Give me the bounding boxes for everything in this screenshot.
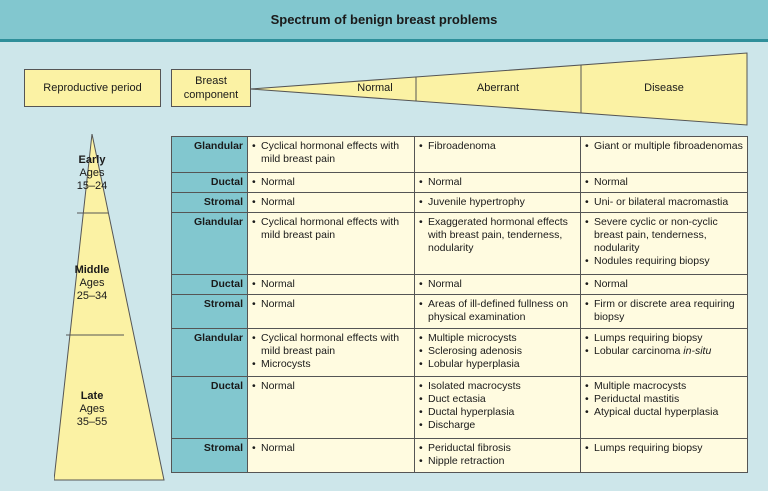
normal-cell <box>248 329 415 377</box>
aberrant-list <box>419 278 576 291</box>
stage-ages-label: Ages <box>79 167 105 179</box>
aberrant-cell <box>415 213 581 275</box>
list-item: • Cyclical hormonal effects with mild breast pain <box>252 216 410 242</box>
stage-name: Late <box>80 390 104 402</box>
aberrant-cell <box>415 329 581 377</box>
list-item: • Severe cyclic or non-cyclic breast pain, tenderness, nodularity <box>585 216 743 255</box>
list-item: • Atypical ductal hyperplasia <box>585 406 743 419</box>
disease-list <box>585 442 743 455</box>
aberrant-cell <box>415 377 581 439</box>
table-row <box>172 295 748 329</box>
list-item: • Normal <box>419 176 576 189</box>
stage-ages: 35–55 <box>76 416 108 428</box>
breast-component-cell: Ductal <box>172 173 248 193</box>
disease-cell <box>581 193 748 213</box>
list-item: • Firm or discrete area requiring biopsy <box>585 298 743 324</box>
list-item: • Cyclical hormonal effects with mild breast pain <box>252 332 410 358</box>
aberrant-cell <box>415 295 581 329</box>
aberrant-list <box>419 298 576 324</box>
list-item: • Isolated macrocysts <box>419 380 576 393</box>
breast-component-cell: Stromal <box>172 193 248 213</box>
normal-cell <box>248 137 415 173</box>
breast-component-label: Breast component <box>183 75 239 101</box>
list-item: • Normal <box>252 278 410 291</box>
disease-list <box>585 332 743 358</box>
stage-ages: 15–24 <box>76 180 108 192</box>
list-item: • Normal <box>419 278 576 291</box>
breast-component-cell: Stromal <box>172 295 248 329</box>
list-item: • Lobular carcinoma in-situ <box>585 345 743 358</box>
list-item: • Lumps requiring biopsy <box>585 332 743 345</box>
normal-cell <box>248 295 415 329</box>
disease-list <box>585 216 743 268</box>
aberrant-list <box>419 176 576 189</box>
normal-list <box>252 140 410 166</box>
list-item: • Exaggerated hormonal effects with breast pain, tenderness, nodularity <box>419 216 576 255</box>
disease-list <box>585 298 743 324</box>
normal-list <box>252 176 410 189</box>
breast-component-cell: Ductal <box>172 275 248 295</box>
aberrant-list <box>419 216 576 255</box>
breast-component-cell: Glandular <box>172 329 248 377</box>
aberrant-list <box>419 380 576 432</box>
aberrant-cell <box>415 275 581 295</box>
normal-list <box>252 216 410 242</box>
disease-cell <box>581 213 748 275</box>
disease-cell <box>581 173 748 193</box>
spectrum-aberrant-label: Aberrant <box>476 82 520 94</box>
list-item: • Uni- or bilateral macromastia <box>585 196 743 209</box>
reproductive-period-header <box>24 69 161 107</box>
list-item: • Normal <box>585 176 743 189</box>
disease-list <box>585 196 743 209</box>
list-item: • Juvenile hypertrophy <box>419 196 576 209</box>
table-row <box>172 173 748 193</box>
page-title: Spectrum of benign breast problems <box>0 0 768 42</box>
reproductive-period-label: Reproductive period <box>43 82 142 94</box>
aberrant-cell <box>415 173 581 193</box>
spectrum-normal-label: Normal <box>357 82 393 94</box>
breast-component-cell: Glandular <box>172 137 248 173</box>
spectrum-disease-label: Disease <box>644 82 684 94</box>
breast-component-cell: Ductal <box>172 377 248 439</box>
list-item: • Nodules requiring biopsy <box>585 255 743 268</box>
aberrant-cell <box>415 137 581 173</box>
list-item: • Normal <box>252 442 410 455</box>
stage-late <box>42 390 142 429</box>
list-item: • Ductal hyperplasia <box>419 406 576 419</box>
stage-ages-label: Ages <box>79 403 105 415</box>
list-item: • Periductal fibrosis <box>419 442 576 455</box>
disease-list <box>585 176 743 189</box>
disease-cell <box>581 329 748 377</box>
normal-cell <box>248 275 415 295</box>
normal-list <box>252 332 410 371</box>
stage-middle <box>42 264 142 303</box>
list-item: • Normal <box>252 380 410 393</box>
normal-cell <box>248 439 415 473</box>
table-row <box>172 439 748 473</box>
disease-cell <box>581 275 748 295</box>
list-item: • Duct ectasia <box>419 393 576 406</box>
list-item: • Normal <box>585 278 743 291</box>
list-item: • Areas of ill-defined fullness on physical examination <box>419 298 576 324</box>
list-item: • Multiple microcysts <box>419 332 576 345</box>
normal-cell <box>248 173 415 193</box>
normal-list <box>252 380 410 393</box>
list-item: • Nipple retraction <box>419 455 576 468</box>
aberrant-list <box>419 140 576 153</box>
benign-breast-table <box>171 136 748 473</box>
disease-cell <box>581 439 748 473</box>
stage-ages-label: Ages <box>79 277 105 289</box>
list-item: • Lobular hyperplasia <box>419 358 576 371</box>
stage-name: Early <box>78 154 106 166</box>
breast-component-header <box>171 69 251 107</box>
breast-component-cell: Glandular <box>172 213 248 275</box>
disease-list <box>585 380 743 419</box>
normal-cell <box>248 193 415 213</box>
list-item: • Cyclical hormonal effects with mild breast pain <box>252 140 410 166</box>
table-row <box>172 377 748 439</box>
aberrant-list <box>419 332 576 371</box>
breast-component-cell: Stromal <box>172 439 248 473</box>
aberrant-cell <box>415 193 581 213</box>
stage-early <box>42 154 142 193</box>
list-item: • Fibroadenoma <box>419 140 576 153</box>
table-row <box>172 137 748 173</box>
disease-cell <box>581 377 748 439</box>
table-row <box>172 329 748 377</box>
list-item: • Normal <box>252 298 410 311</box>
table-row <box>172 193 748 213</box>
normal-cell <box>248 213 415 275</box>
list-item: • Giant or multiple fibroadenomas <box>585 140 743 153</box>
table-row <box>172 213 748 275</box>
list-item: • Microcysts <box>252 358 410 371</box>
normal-list <box>252 196 410 209</box>
list-item: • Discharge <box>419 419 576 432</box>
aberrant-cell <box>415 439 581 473</box>
table-row <box>172 275 748 295</box>
normal-list <box>252 278 410 291</box>
disease-cell <box>581 295 748 329</box>
list-item: • Normal <box>252 196 410 209</box>
aberrant-list <box>419 196 576 209</box>
list-item: • Lumps requiring biopsy <box>585 442 743 455</box>
stage-name: Middle <box>74 264 110 276</box>
normal-cell <box>248 377 415 439</box>
disease-list <box>585 278 743 291</box>
stage-ages: 25–34 <box>76 290 108 302</box>
list-item: • Periductal mastitis <box>585 393 743 406</box>
disease-list <box>585 140 743 153</box>
normal-list <box>252 298 410 311</box>
list-item: • Multiple macrocysts <box>585 380 743 393</box>
aberrant-list <box>419 442 576 468</box>
normal-list <box>252 442 410 455</box>
disease-cell <box>581 137 748 173</box>
list-item: • Sclerosing adenosis <box>419 345 576 358</box>
list-item: • Normal <box>252 176 410 189</box>
